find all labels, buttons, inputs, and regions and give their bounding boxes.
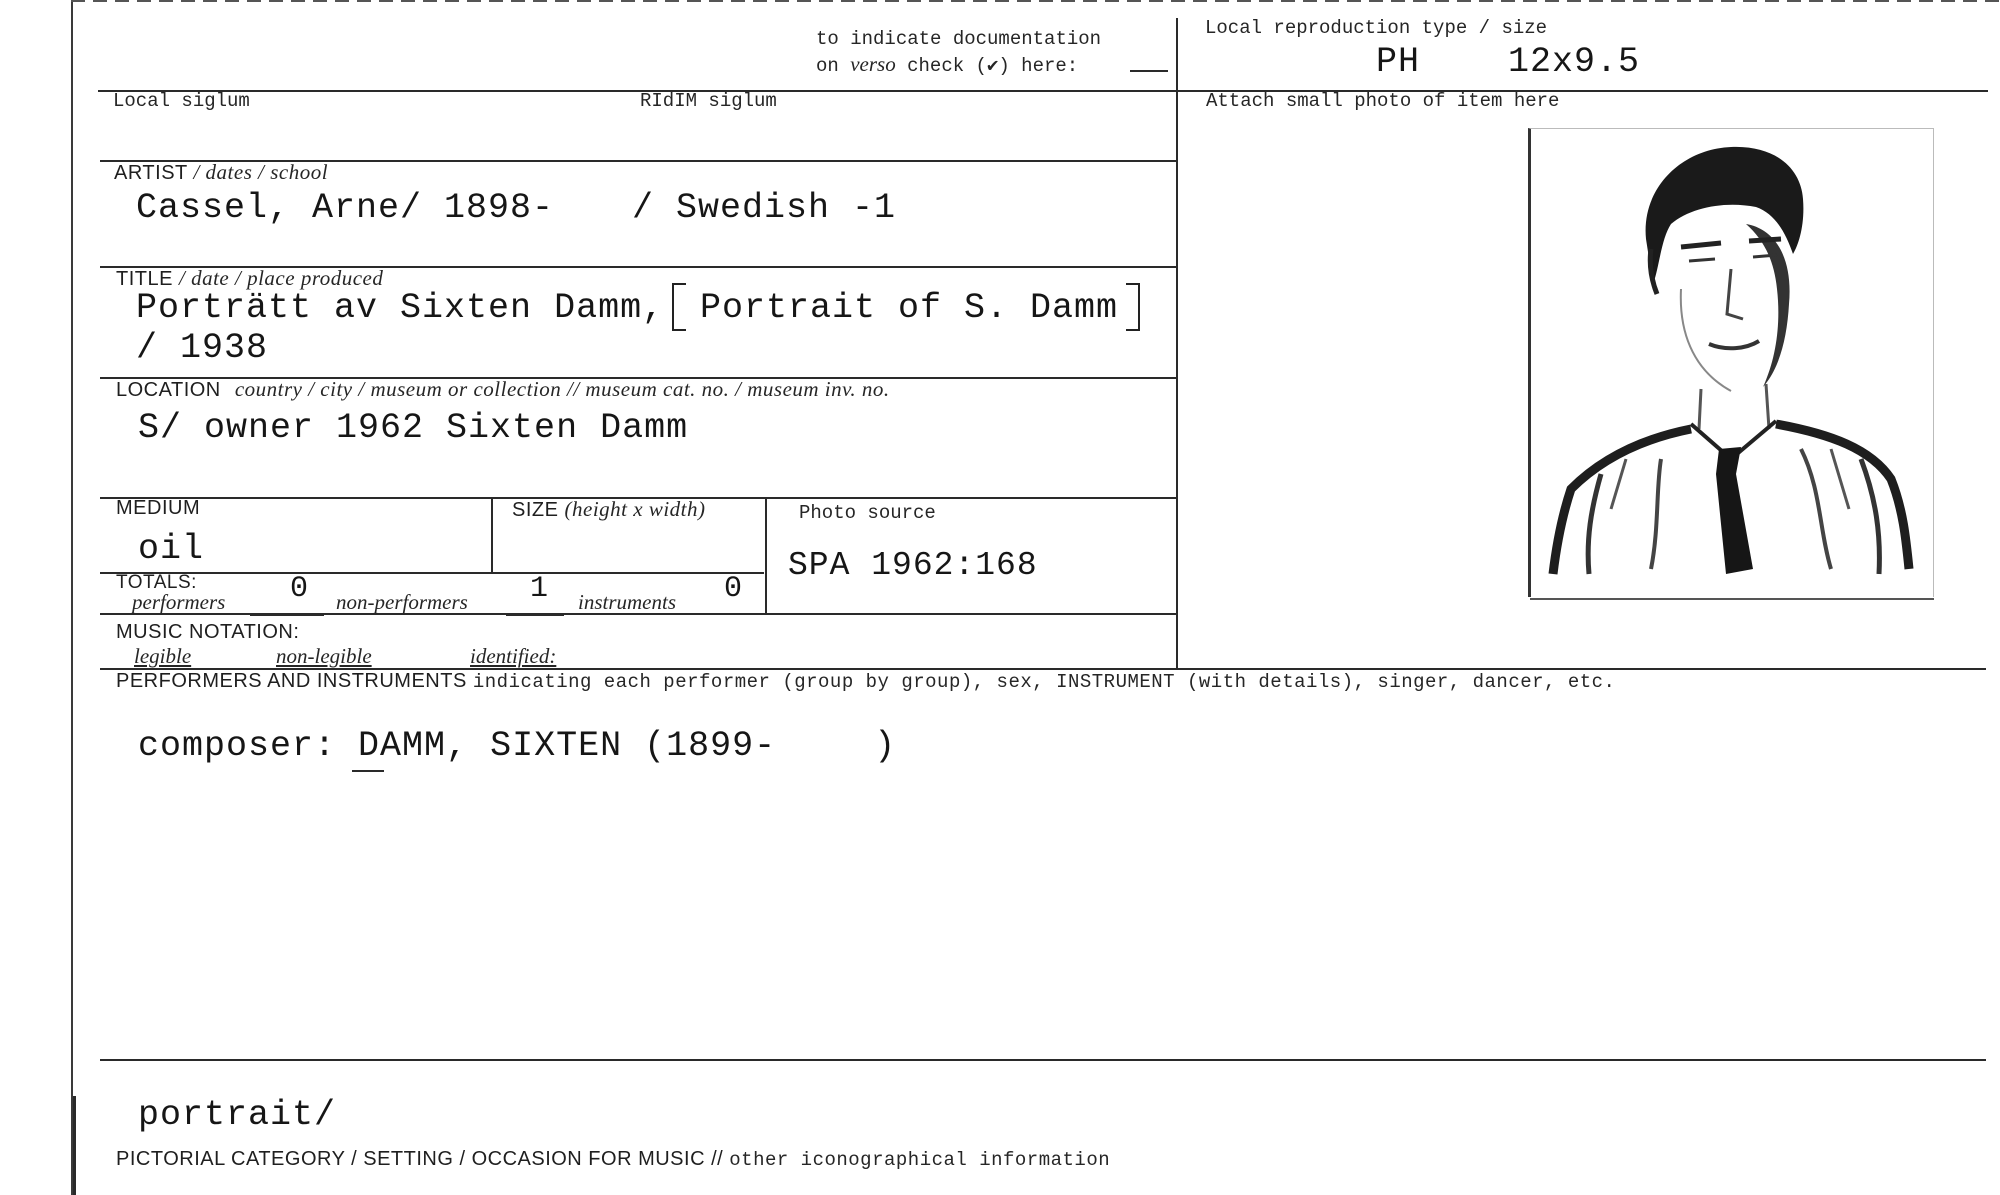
rule-medium-bottom — [100, 572, 764, 574]
location-label — [116, 377, 890, 402]
notation-legible: legible — [134, 644, 192, 668]
notation-nonlegible: non-legible — [276, 644, 372, 668]
composer-underline — [352, 770, 384, 772]
photo-attach-label: Attach small photo of item here — [1206, 90, 1560, 112]
title-translation-value: Portrait of S. Damm — [700, 288, 1119, 328]
category-value: portrait/ — [138, 1095, 337, 1135]
location-label-rest: country / city / museum or collection // museum cat. no. / museum inv. no. — [234, 377, 890, 401]
category-label-caps: PICTORIAL CATEGORY / SETTING / OCCASION FOR MUSIC // — [116, 1148, 724, 1170]
translation-bracket-left — [672, 283, 686, 331]
repro-type-label: Local reproduction type / size — [1205, 17, 1548, 39]
performers-blank[interactable] — [250, 614, 324, 616]
repro-size-value: 12x9.5 — [1508, 42, 1641, 82]
translation-bracket-right — [1126, 283, 1140, 331]
artist-name-value: Cassel, Arne/ 1898- — [136, 188, 555, 228]
notation-identified: identified: — [470, 644, 557, 668]
instruments-value: 0 — [724, 572, 743, 606]
medium-label: MEDIUM — [116, 497, 201, 519]
verso-prefix: on — [816, 55, 839, 77]
performers-value — [138, 726, 896, 766]
performers-instruments-label — [116, 670, 1615, 693]
performers-label: performers — [132, 590, 226, 614]
nonperformers-label: non-performers — [336, 590, 468, 614]
portrait-photo — [1528, 128, 1934, 597]
performers-label-rest: indicating each performer (group by group), sex, INSTRUMENT (with details), singer, dancer, etc. — [472, 671, 1616, 693]
repro-type-value: PH — [1376, 42, 1421, 82]
nonperformers-blank[interactable] — [506, 614, 564, 616]
size-label-caps: SIZE — [512, 499, 559, 521]
composer-close: ) — [874, 726, 897, 766]
rule-sigla-top — [98, 90, 1178, 92]
ridim-siglum-label: RIdIM siglum — [640, 90, 777, 112]
verso-check-blank[interactable] — [1130, 70, 1168, 72]
verso-instruction-line1: to indicate documentation — [816, 28, 1102, 50]
category-label-rest: other iconographical information — [729, 1149, 1111, 1171]
location-value: S/ owner 1962 Sixten Damm — [138, 408, 689, 448]
verso-instruction-line2 — [816, 52, 1078, 77]
photo-source-label: Photo source — [799, 502, 936, 524]
composer-name: DAMM, SIXTEN (1899- — [358, 726, 777, 766]
title-label-caps: TITLE — [116, 268, 173, 290]
artist-label — [114, 160, 328, 185]
verso-italic: verso — [850, 52, 896, 76]
artist-label-caps: ARTIST — [114, 162, 188, 184]
rule-category-top — [100, 1059, 1986, 1061]
portrait-sketch — [1531, 129, 1933, 597]
photo-source-value: SPA 1962:168 — [788, 547, 1038, 584]
artist-label-rest: / dates / school — [193, 160, 329, 184]
nonperformers-value: 1 — [530, 572, 549, 606]
category-label — [116, 1148, 1110, 1171]
location-label-caps: LOCATION — [116, 379, 221, 401]
composer-prefix: composer: — [138, 726, 337, 766]
instruments-label: instruments — [578, 590, 677, 614]
verso-suffix: check (✔) here: — [907, 55, 1079, 77]
title-line2-value: / 1938 — [136, 328, 269, 368]
size-label-rest: (height x width) — [564, 497, 706, 521]
performers-value: 0 — [290, 572, 309, 606]
title-label-rest: / date / place produced — [179, 266, 384, 290]
rule-size-left — [491, 497, 493, 573]
rule-category-left — [73, 1096, 76, 1195]
medium-value: oil — [138, 529, 205, 569]
totals-label: TOTALS: — [116, 572, 197, 593]
card-left-edge — [71, 0, 73, 1195]
title-line1-value: Porträtt av Sixten Damm, — [136, 288, 665, 328]
local-siglum-label: Local siglum — [113, 90, 250, 112]
artist-school-value: / Swedish -1 — [632, 188, 897, 228]
photo-column-divider — [1176, 18, 1178, 668]
performers-label-caps: PERFORMERS AND INSTRUMENTS — [116, 670, 467, 692]
top-dashed-edge — [71, 0, 2000, 2]
photo-bottom-rule — [1530, 598, 1934, 600]
music-notation-label: MUSIC NOTATION: — [116, 621, 300, 643]
size-label — [512, 497, 706, 522]
rule-photosource-left — [765, 497, 767, 615]
